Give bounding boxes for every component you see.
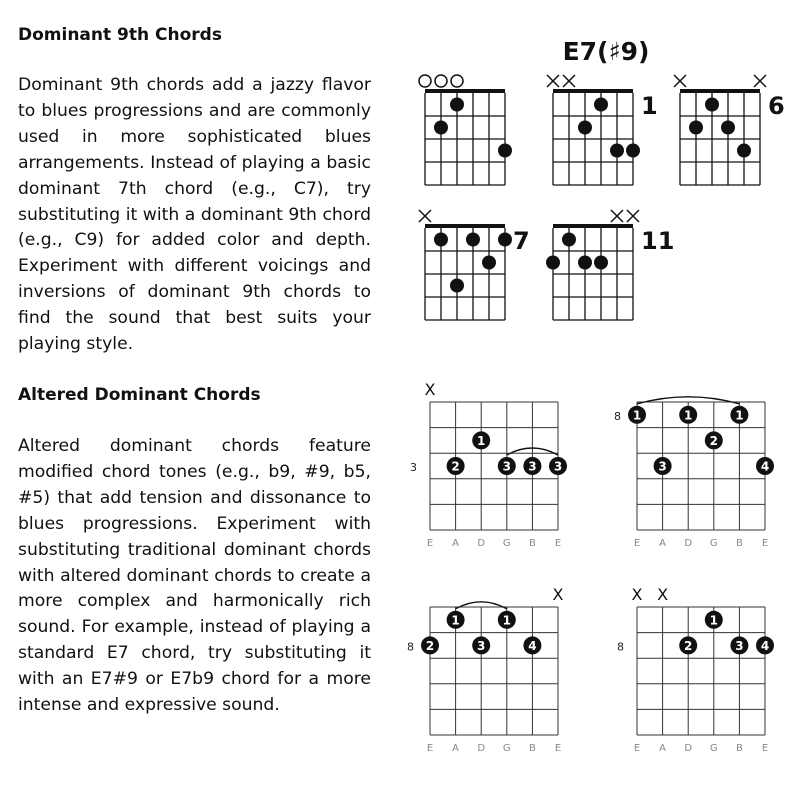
finger-dot [498,233,512,247]
nut-line [680,89,760,93]
finger-dot [482,256,496,270]
string-name-label: D [684,743,693,754]
finger-dot [434,121,448,135]
finger-dot [450,98,464,112]
finger-number: 1 [502,613,511,628]
finger-number: 2 [451,459,460,474]
string-name-label: E [426,538,434,549]
muted-string-marker [627,210,639,222]
muted-string-marker: X [424,380,436,399]
finger-dot [578,121,592,135]
finger-dot [466,233,480,247]
finger-dot [594,256,608,270]
chord-diagram-1 [419,75,512,185]
section-body-dominant-9th: Dominant 9th chords add a jazzy flavor to blues progressions and are commonly used in more sophisticated blues arrangements. Instead of playing a basic dominant 7th chord (e.g., C7), try substituting it with a dominant 9th chord (e.g., C9) for added color and depth. Experiment with different voicings and inversions of dominant 9th chords to find the sound that best suits your playing style. [18,75,371,355]
finger-dot [450,279,464,293]
nut-line [553,89,633,93]
string-name-label: E [554,743,562,754]
fret-number-label: 8 [407,640,414,654]
string-name-label: G [709,743,718,754]
section-body-altered-dominant: Altered dominant chords feature modified chord tones (e.g., b9, #9, b5, #5) that add tension and dissonance to blues progressions. Experiment with substituting traditional dominant chords with altered dominant chords to create a more complex and harmonically rich sound. For example, instead of playing a standard E7 chord, try substituting it with an E7#9 or E7b9 chord for a more intense and expressive sound. [18,436,371,716]
string-name-label: A [452,743,460,754]
fret-position-label: 7 [513,227,530,255]
finger-number: 4 [760,459,770,474]
section-heading-altered-dominant: Altered Dominant Chords [18,385,261,405]
finger-number: 1 [735,408,744,423]
chord-group-title: E7(♯9) [562,37,650,66]
fret-position-label: 1 [641,92,658,120]
muted-string-marker: X [631,585,643,604]
string-name-label: D [477,743,486,754]
fingering-diagram-3 [407,585,564,754]
muted-string-marker [419,210,431,222]
string-name-label: E [633,538,641,549]
string-name-label: E [554,538,562,549]
section-heading-dominant-9th: Dominant 9th Chords [18,25,222,45]
finger-dot [578,256,592,270]
string-name-label: B [735,743,743,754]
nut-line [553,224,633,228]
fret-number-label: 3 [410,461,417,474]
finger-number: 1 [451,613,460,628]
fret-number-label: 8 [617,640,624,654]
string-name-label: B [528,538,536,549]
string-name-label: B [735,538,743,549]
finger-number: 1 [477,433,486,448]
finger-dot [546,256,560,270]
finger-dot [434,233,448,247]
finger-number: 4 [760,638,770,653]
finger-number: 3 [477,638,486,653]
open-string-marker [419,75,431,87]
string-name-label: D [684,538,693,549]
finger-number: 3 [658,459,667,474]
chord-diagram-5 [546,210,674,320]
finger-number: 1 [632,408,642,423]
chord-diagram-2 [547,75,658,185]
finger-dot [721,121,735,135]
finger-number: 3 [502,459,511,474]
finger-dot [737,144,751,158]
finger-dot [610,144,624,158]
finger-number: 3 [735,638,744,653]
fret-position-label: 6 [768,92,785,120]
open-string-marker [435,75,447,87]
muted-string-marker [611,210,623,222]
finger-dot [498,144,512,158]
string-name-label: E [633,743,641,754]
muted-string-marker [563,75,575,87]
fingering-diagram-2 [614,397,774,549]
fingering-diagram-1 [410,380,567,549]
finger-number: 1 [684,408,693,423]
string-name-label: G [502,743,511,754]
finger-dot [689,121,703,135]
finger-number: 2 [425,638,435,653]
string-name-label: E [426,743,434,754]
fret-position-label: 11 [641,227,675,255]
muted-string-marker [547,75,559,87]
muted-string-marker: X [552,585,564,604]
finger-number: 2 [684,638,693,653]
string-name-label: A [659,743,667,754]
open-string-marker [451,75,463,87]
muted-string-marker [754,75,766,87]
string-name-label: E [761,743,769,754]
string-name-label: G [709,538,718,549]
string-name-label: A [452,538,460,549]
finger-dot [594,98,608,112]
muted-string-marker: X [657,585,669,604]
finger-number: 1 [709,613,718,628]
string-name-label: E [761,538,769,549]
string-name-label: B [528,743,536,754]
finger-number: 3 [553,459,563,474]
nut-line [425,89,505,93]
string-name-label: D [477,538,486,549]
chord-diagram-4 [419,210,530,320]
finger-dot [562,233,576,247]
finger-number: 2 [709,433,718,448]
finger-dot [705,98,719,112]
chord-diagram-3 [674,75,785,185]
finger-number: 3 [528,459,537,474]
string-name-label: G [502,538,511,549]
finger-number: 4 [528,638,537,653]
nut-line [425,224,505,228]
muted-string-marker [674,75,686,87]
string-name-label: A [659,538,667,549]
finger-dot [626,144,640,158]
fingering-diagram-4 [617,585,774,754]
fret-number-label: 8 [614,409,621,423]
